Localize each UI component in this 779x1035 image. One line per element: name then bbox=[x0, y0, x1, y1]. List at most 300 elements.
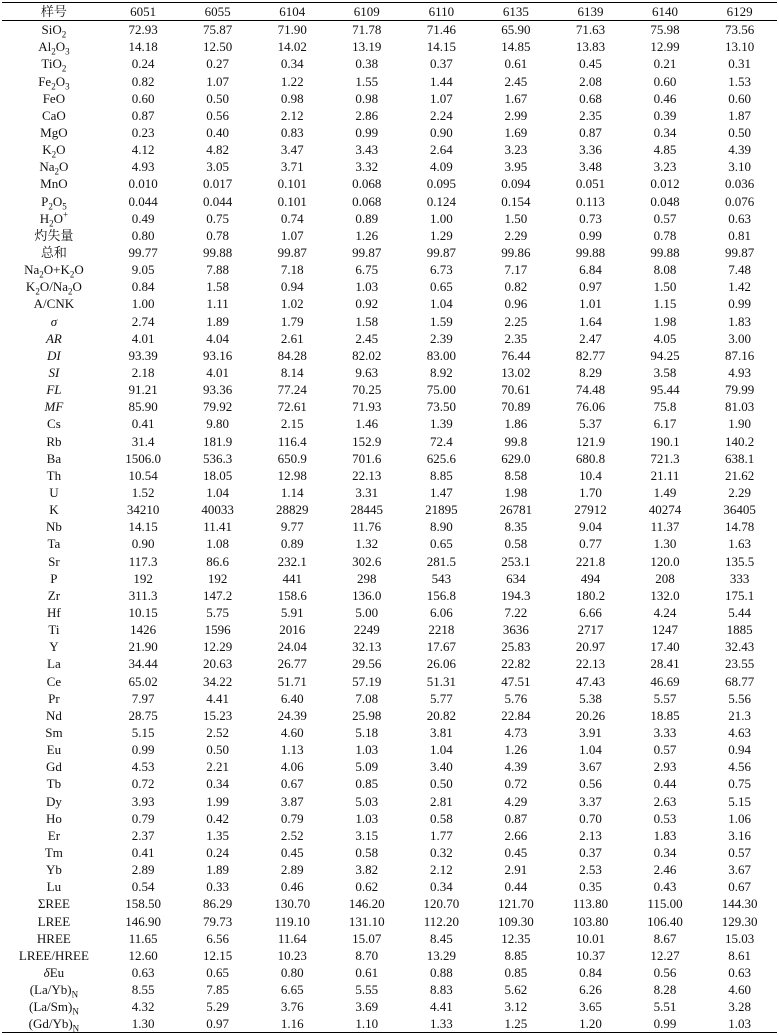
table-cell: 208 bbox=[655, 570, 675, 586]
table-cell: 0.068 bbox=[352, 176, 382, 192]
table-cell: 0.50 bbox=[728, 125, 752, 141]
table-cell: 1.04 bbox=[579, 742, 602, 758]
table-row bbox=[2, 295, 777, 312]
table-cell: 9.77 bbox=[280, 519, 304, 535]
row-label-part: TiO bbox=[41, 56, 62, 72]
table-cell: 3.87 bbox=[280, 793, 304, 809]
table-cell: 1.03 bbox=[355, 810, 379, 826]
table-cell: 0.45 bbox=[579, 56, 602, 72]
row-label-part: HREE bbox=[36, 930, 71, 946]
row-label-part: (La/Sm) bbox=[28, 999, 73, 1015]
table-cell: 0.75 bbox=[206, 210, 230, 226]
table-cell: 10.15 bbox=[128, 604, 158, 620]
table-cell: 116.4 bbox=[277, 433, 307, 449]
table-cell: 4.56 bbox=[728, 759, 752, 775]
row-label bbox=[2, 878, 106, 895]
table-cell: 0.50 bbox=[206, 742, 230, 758]
table-cell: 2.63 bbox=[653, 793, 677, 809]
table-cell: 71.90 bbox=[277, 22, 307, 38]
row-label-part: O bbox=[53, 210, 63, 226]
table-cell: 87.16 bbox=[725, 347, 755, 363]
table-cell: 93.36 bbox=[203, 382, 233, 398]
table-row bbox=[2, 758, 777, 775]
table-cell: 22.84 bbox=[501, 707, 531, 723]
table-row bbox=[2, 415, 777, 432]
table-cell: 1.10 bbox=[329, 1015, 404, 1033]
table-cell: 10.4 bbox=[579, 467, 602, 483]
table-cell: 1.07 bbox=[280, 227, 304, 243]
table-cell: 40274 bbox=[648, 502, 682, 518]
table-cell: 0.113 bbox=[576, 193, 605, 209]
table-cell: 3.10 bbox=[728, 159, 752, 175]
table-cell: 4.01 bbox=[206, 365, 230, 381]
row-label bbox=[2, 844, 106, 861]
table-cell: 3.76 bbox=[280, 999, 304, 1015]
table-cell: 3.31 bbox=[355, 485, 379, 500]
table-cell: 26.06 bbox=[426, 656, 456, 672]
table-row bbox=[2, 330, 777, 347]
row-label-part: + bbox=[63, 209, 69, 220]
table-cell: 14.85 bbox=[501, 39, 531, 55]
table-cell: 0.048 bbox=[650, 193, 680, 209]
table-cell: 7.17 bbox=[504, 262, 528, 278]
table-cell: 494 bbox=[580, 570, 601, 586]
row-label-part: 2 bbox=[69, 269, 75, 279]
table-cell: 34.44 bbox=[128, 656, 158, 672]
table-cell: 5.76 bbox=[504, 690, 528, 706]
table-cell: 12.98 bbox=[277, 467, 307, 483]
table-cell: 34.22 bbox=[203, 673, 233, 689]
table-cell: 12.60 bbox=[128, 947, 158, 963]
table-cell: 0.79 bbox=[280, 810, 304, 826]
table-cell: 85.90 bbox=[128, 399, 158, 415]
table-cell: 3.28 bbox=[728, 999, 752, 1015]
row-label-part: Th bbox=[46, 467, 62, 483]
table-cell: 2.37 bbox=[131, 827, 155, 843]
table-cell: 0.49 bbox=[131, 210, 155, 226]
row-label-part: MgO bbox=[40, 125, 68, 141]
table-cell: 5.55 bbox=[355, 982, 379, 998]
row-label-part: (Gd/Yb) bbox=[28, 1016, 73, 1032]
table-cell: 0.50 bbox=[206, 90, 230, 106]
table-cell: 70.25 bbox=[352, 382, 382, 398]
table-cell: 71.46 bbox=[426, 22, 456, 38]
table-cell: 2.91 bbox=[504, 862, 528, 878]
table-cell: 2.52 bbox=[206, 724, 230, 740]
table-row bbox=[2, 278, 777, 295]
table-cell: 72.61 bbox=[277, 399, 307, 415]
row-label-part: Na bbox=[39, 159, 55, 175]
table-cell: 3.05 bbox=[206, 159, 230, 175]
row-label-part: Ce bbox=[46, 673, 62, 689]
table-cell: 4.01 bbox=[131, 330, 155, 346]
table-cell: 1.70 bbox=[579, 485, 602, 500]
table-cell: 0.154 bbox=[501, 193, 531, 209]
table-cell: 46.69 bbox=[650, 673, 680, 689]
table-cell: 4.24 bbox=[653, 604, 677, 620]
table-cell: 99.87 bbox=[277, 245, 307, 261]
table-cell: 333 bbox=[729, 570, 750, 586]
table-cell: 72.4 bbox=[429, 433, 453, 449]
table-cell: 650.9 bbox=[277, 450, 307, 466]
row-label-part: 2 bbox=[39, 269, 44, 279]
table-cell: 93.16 bbox=[203, 347, 233, 363]
table-cell: 8.45 bbox=[429, 930, 453, 946]
table-cell: 2.45 bbox=[355, 330, 379, 346]
table-cell: 21.90 bbox=[128, 639, 158, 655]
row-label-part: FL bbox=[46, 382, 62, 398]
row-label-part: AR bbox=[45, 330, 62, 346]
table-cell: 0.43 bbox=[653, 879, 677, 895]
table-cell: 8.29 bbox=[579, 365, 602, 381]
table-cell: 232.1 bbox=[277, 553, 307, 569]
row-label-part: Na bbox=[24, 262, 40, 278]
table-cell: 0.37 bbox=[579, 844, 602, 860]
table-cell: 311.3 bbox=[128, 587, 158, 603]
table-cell: 0.67 bbox=[280, 776, 304, 792]
table-cell: 175.1 bbox=[725, 587, 755, 603]
table-cell: 4.41 bbox=[206, 690, 230, 706]
table-cell: 0.78 bbox=[206, 227, 230, 243]
table-cell: 14.15 bbox=[426, 39, 456, 55]
table-cell: 51.31 bbox=[426, 673, 456, 689]
table-cell: 0.87 bbox=[579, 125, 602, 141]
table-row bbox=[2, 313, 777, 330]
table-cell: 0.63 bbox=[131, 964, 155, 980]
table-cell: 1.00 bbox=[429, 210, 453, 226]
table-cell: 4.93 bbox=[728, 365, 752, 381]
row-label bbox=[2, 73, 106, 90]
table-cell: 119.10 bbox=[274, 913, 310, 929]
table-cell: 4.12 bbox=[131, 142, 155, 158]
header-sample-id: 6139 bbox=[553, 3, 628, 21]
table-cell: 5.44 bbox=[728, 604, 752, 620]
row-label bbox=[2, 553, 106, 570]
header-sample-id: 6109 bbox=[329, 3, 404, 21]
table-cell: 0.32 bbox=[429, 844, 453, 860]
table-cell: 3.81 bbox=[429, 724, 453, 740]
table-cell: 0.78 bbox=[653, 227, 677, 243]
table-cell: 5.57 bbox=[653, 690, 677, 706]
table-cell: 13.10 bbox=[725, 39, 755, 55]
table-cell: 0.83 bbox=[280, 125, 304, 141]
table-cell: 34210 bbox=[126, 502, 160, 518]
table-cell: 2.39 bbox=[429, 330, 453, 346]
table-cell: 0.92 bbox=[355, 296, 379, 312]
table-cell: 0.82 bbox=[131, 73, 155, 89]
table-cell: 0.80 bbox=[280, 964, 304, 980]
table-cell: 2.15 bbox=[280, 416, 304, 432]
table-cell: 0.34 bbox=[429, 879, 453, 895]
table-cell: 3.93 bbox=[131, 793, 155, 809]
table-cell: 121.9 bbox=[575, 433, 606, 449]
table-cell: 22.82 bbox=[501, 656, 531, 672]
table-cell: 12.15 bbox=[203, 947, 233, 963]
table-cell: 2.45 bbox=[504, 73, 528, 89]
table-cell: 1596 bbox=[204, 622, 231, 638]
row-label-part: P bbox=[41, 193, 49, 209]
table-cell: 4.04 bbox=[206, 330, 230, 346]
row-label-part: O bbox=[72, 279, 82, 295]
table-cell: 21.3 bbox=[728, 707, 752, 723]
table-cell: 1.42 bbox=[728, 279, 752, 295]
table-row bbox=[2, 158, 777, 175]
row-label bbox=[2, 278, 106, 295]
table-cell: 73.50 bbox=[426, 399, 456, 415]
table-cell: 1.29 bbox=[429, 227, 453, 243]
header-sample-id: 6140 bbox=[628, 3, 703, 21]
row-label-part: H bbox=[39, 210, 50, 226]
table-row bbox=[2, 141, 777, 158]
row-label bbox=[2, 895, 106, 912]
table-cell: 156.8 bbox=[426, 587, 456, 603]
row-label bbox=[2, 484, 106, 501]
table-cell: 0.84 bbox=[131, 279, 155, 295]
table-cell: 5.00 bbox=[355, 604, 379, 620]
table-cell: 28829 bbox=[275, 502, 309, 518]
table-cell: 8.70 bbox=[355, 947, 379, 963]
row-label bbox=[2, 861, 106, 878]
table-row bbox=[2, 484, 777, 501]
table-cell: 25.83 bbox=[501, 639, 531, 655]
table-cell: 26781 bbox=[499, 502, 533, 518]
table-cell: 0.62 bbox=[355, 879, 379, 895]
table-row bbox=[2, 501, 777, 518]
table-cell: 0.012 bbox=[650, 176, 680, 192]
row-label-part: 2 bbox=[61, 29, 67, 39]
table-row bbox=[2, 364, 777, 381]
table-cell: 0.61 bbox=[504, 56, 528, 72]
table-cell: 3.33 bbox=[653, 724, 677, 740]
table-row bbox=[2, 55, 777, 72]
table-cell: 4.63 bbox=[728, 724, 752, 740]
table-cell: 5.18 bbox=[355, 724, 379, 740]
row-label-part: La bbox=[47, 656, 61, 672]
table-cell: 136.0 bbox=[352, 587, 382, 603]
table-cell: 23.55 bbox=[725, 656, 755, 672]
table-cell: 2.66 bbox=[504, 827, 528, 843]
row-label-part: K bbox=[25, 279, 36, 295]
table-cell: 0.101 bbox=[277, 193, 307, 209]
table-cell: 72.93 bbox=[128, 22, 158, 38]
table-cell: 0.96 bbox=[504, 296, 528, 312]
row-label-part: Ho bbox=[45, 810, 62, 826]
table-cell: 3.67 bbox=[579, 759, 602, 775]
table-cell: 86.6 bbox=[206, 553, 230, 569]
table-cell: 0.34 bbox=[653, 125, 677, 141]
table-cell: 120.70 bbox=[423, 896, 460, 912]
table-cell: 1.32 bbox=[355, 536, 379, 552]
row-label-part: ΣREE bbox=[37, 896, 70, 912]
table-cell: 2.35 bbox=[504, 330, 528, 346]
row-label-part: Fe bbox=[38, 73, 52, 89]
table-cell: 1.90 bbox=[728, 416, 752, 432]
table-cell: 2.99 bbox=[504, 107, 528, 123]
table-cell: 5.09 bbox=[355, 759, 379, 775]
table-cell: 4.05 bbox=[653, 330, 677, 346]
table-cell: 3.23 bbox=[504, 142, 528, 158]
table-row bbox=[2, 724, 777, 741]
table-cell: 8.85 bbox=[429, 467, 453, 483]
row-label bbox=[2, 313, 106, 330]
table-row bbox=[2, 844, 777, 861]
table-cell: 2.93 bbox=[653, 759, 677, 775]
table-cell: 1.83 bbox=[653, 827, 677, 843]
row-label bbox=[2, 261, 106, 278]
table-cell: 1.15 bbox=[653, 296, 677, 312]
table-cell: 10.37 bbox=[575, 947, 606, 963]
table-cell: 8.90 bbox=[429, 519, 453, 535]
row-label-part: Yb bbox=[45, 862, 62, 878]
table-cell: 281.5 bbox=[426, 553, 456, 569]
row-label-part: 2 bbox=[67, 286, 73, 296]
table-cell: 1.58 bbox=[355, 313, 379, 329]
table-cell: 14.18 bbox=[128, 39, 158, 55]
table-cell: 0.44 bbox=[653, 776, 677, 792]
table-cell: 131.10 bbox=[348, 913, 385, 929]
row-label-part: P bbox=[50, 570, 58, 586]
table-cell: 0.044 bbox=[128, 193, 158, 209]
row-label bbox=[2, 433, 106, 450]
table-row bbox=[2, 878, 777, 895]
table-cell: 0.46 bbox=[653, 90, 677, 106]
table-cell: 0.68 bbox=[579, 90, 602, 106]
row-label-part: O bbox=[55, 39, 66, 55]
table-cell: 18.85 bbox=[650, 707, 680, 723]
table-cell: 536.3 bbox=[203, 450, 233, 466]
table-cell: 4.32 bbox=[131, 999, 155, 1015]
table-cell: 99.8 bbox=[504, 433, 528, 449]
table-cell: 5.29 bbox=[206, 999, 230, 1015]
table-cell: 82.77 bbox=[575, 347, 606, 363]
row-label bbox=[2, 193, 106, 210]
table-cell: 5.15 bbox=[728, 793, 752, 809]
table-cell: 4.39 bbox=[504, 759, 528, 775]
table-cell: 721.3 bbox=[650, 450, 680, 466]
table-cell: 0.99 bbox=[579, 227, 602, 243]
table-cell: 140.2 bbox=[725, 433, 755, 449]
table-cell: 147.2 bbox=[203, 587, 233, 603]
table-cell: 2.29 bbox=[504, 227, 528, 243]
table-cell: 4.85 bbox=[653, 142, 677, 158]
table-cell: 6.73 bbox=[429, 262, 453, 278]
table-cell: 0.85 bbox=[355, 776, 379, 792]
table-cell: 5.51 bbox=[653, 999, 677, 1015]
table-cell: 74.48 bbox=[575, 382, 606, 398]
header-sample-id: 6129 bbox=[702, 3, 777, 21]
table-cell: 8.61 bbox=[728, 947, 752, 963]
table-cell: 1.07 bbox=[429, 90, 453, 106]
table-cell: 8.14 bbox=[280, 365, 304, 381]
row-label-part: 2 bbox=[54, 166, 60, 176]
row-label bbox=[2, 295, 106, 312]
table-cell: 99.88 bbox=[650, 245, 680, 261]
table-cell: 543 bbox=[431, 570, 452, 586]
table-cell: 4.60 bbox=[728, 982, 752, 998]
table-cell: 10.54 bbox=[128, 467, 158, 483]
table-cell: 0.27 bbox=[206, 56, 230, 72]
header-sample-id: 6104 bbox=[255, 3, 330, 21]
table-cell: 4.29 bbox=[504, 793, 528, 809]
table-cell: 0.37 bbox=[429, 56, 453, 72]
row-label-part: O+K bbox=[43, 262, 70, 278]
table-row bbox=[2, 672, 777, 689]
row-label-part: FeO bbox=[42, 90, 66, 106]
table-cell: 71.63 bbox=[575, 22, 606, 38]
table-row bbox=[2, 930, 777, 947]
table-cell: 2.13 bbox=[579, 827, 602, 843]
table-cell: 24.39 bbox=[277, 707, 307, 723]
row-label bbox=[2, 570, 106, 587]
table-cell: 0.98 bbox=[280, 90, 304, 106]
table-cell: 5.77 bbox=[429, 690, 453, 706]
row-label bbox=[2, 621, 106, 638]
table-cell: 0.74 bbox=[280, 210, 304, 226]
row-label-part: 2 bbox=[35, 286, 40, 296]
table-cell: 0.56 bbox=[579, 776, 602, 792]
table-cell: 91.21 bbox=[128, 382, 158, 398]
table-cell: 32.43 bbox=[725, 639, 755, 655]
table-cell: 0.45 bbox=[280, 844, 304, 860]
table-cell: 0.72 bbox=[131, 776, 155, 792]
table-cell: 1.33 bbox=[404, 1015, 479, 1033]
header-sample-id: 6051 bbox=[106, 3, 181, 21]
table-cell: 302.6 bbox=[352, 553, 382, 569]
row-label-part: Y bbox=[49, 639, 59, 655]
table-cell: 0.44 bbox=[504, 879, 528, 895]
row-label bbox=[2, 964, 106, 981]
table-cell: 5.38 bbox=[579, 690, 602, 706]
table-cell: 22.13 bbox=[352, 467, 382, 483]
table-cell: 0.98 bbox=[355, 90, 379, 106]
table-cell: 11.65 bbox=[128, 930, 158, 946]
table-cell: 634 bbox=[506, 570, 526, 586]
row-label bbox=[2, 124, 106, 141]
table-cell: 0.60 bbox=[653, 73, 677, 89]
table-cell: 1.04 bbox=[206, 485, 230, 500]
row-label bbox=[2, 107, 106, 124]
table-cell: 2717 bbox=[577, 622, 604, 638]
row-label-part: SiO bbox=[41, 22, 62, 38]
table-cell: 99.87 bbox=[352, 245, 382, 261]
table-cell: 0.076 bbox=[725, 193, 755, 209]
table-cell: 2.08 bbox=[579, 73, 602, 89]
table-cell: 0.90 bbox=[131, 536, 155, 552]
row-label-part: LREE bbox=[37, 913, 71, 929]
table-cell: 7.88 bbox=[206, 262, 230, 278]
row-label-part: Ti bbox=[48, 622, 60, 638]
table-cell: 0.87 bbox=[504, 810, 528, 826]
table-cell: 6.17 bbox=[653, 416, 677, 432]
row-label bbox=[2, 210, 106, 227]
row-label-part: σ bbox=[50, 313, 58, 329]
table-cell: 36405 bbox=[723, 502, 756, 518]
table-cell: 129.30 bbox=[721, 913, 758, 929]
table-cell: 84.28 bbox=[277, 347, 307, 363]
table-cell: 192 bbox=[207, 570, 228, 586]
table-row bbox=[2, 690, 777, 707]
table-cell: 2.89 bbox=[280, 862, 304, 878]
header-sample-id: 6135 bbox=[479, 3, 554, 21]
table-cell: 4.93 bbox=[131, 159, 155, 175]
row-label-part: Cs bbox=[47, 416, 61, 432]
table-cell: 3.40 bbox=[429, 759, 453, 775]
table-cell: 1.03 bbox=[355, 742, 379, 758]
table-cell: 12.50 bbox=[203, 39, 233, 55]
table-cell: 6.75 bbox=[355, 262, 379, 278]
table-cell: 0.88 bbox=[429, 964, 453, 980]
table-cell: 6.56 bbox=[206, 930, 230, 946]
